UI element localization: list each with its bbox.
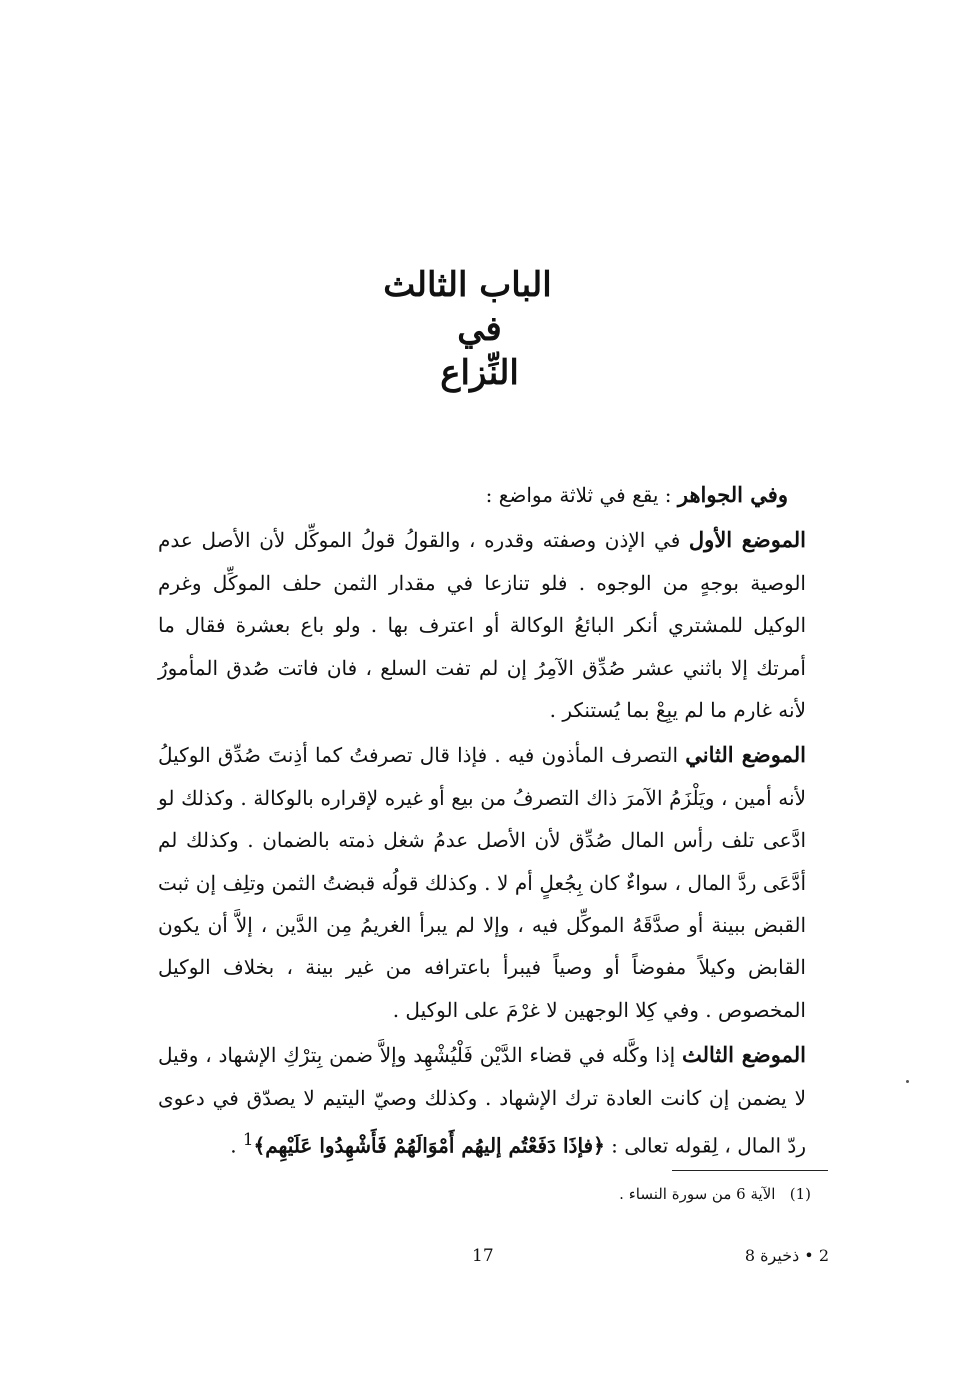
section-first xyxy=(158,519,806,731)
section-first-lead: الموضع الأول xyxy=(688,527,806,553)
footnote-marker: (1) xyxy=(789,1185,811,1203)
section-third-lead: الموضع الثالث xyxy=(682,1042,806,1068)
body-text xyxy=(158,474,806,1170)
section-second-lead: الموضع الثاني xyxy=(685,742,806,768)
section-first-text: في الإذن وصفته وقدره ، والقولُ قولُ الموكِّل لأن الأصل عدم الوصية بوجهٍ من الوجوه . فلو تنازعا في مقدار الثمن حلف الموكِّل وغرم الوكيل للمشتري أنكر البائعُ الوكالة أو اعترف بها . ولو باع بعشرة فقال ما أمرتك إلا باثني عشر صُدِّق الآمِرُ إن لم تفت السلع ، فان فاتت صُدق المأمورُ لأنه غارم ما لم يبِعْ بما يُستنكر . xyxy=(158,528,806,723)
section-second-text: التصرف المأذون فيه . فإذا قال تصرفتُ كما أذِنتَ صُدِّق الوكيلُ لأنه أمين ، ويَلْزَمُ الآمرَ ذاك التصرفُ من بيع أو غيره لإقراره بالوكالة . وكذلك لو ادَّعى تلف رأس المال صُدِّق لأن الأصل عدمُ شغل ذمته بالضمان . وكذلك لم أدَّعَى ردَّ المال ، سواءٌ كان بِجُعلٍ أم لا . وكذلك قولُه قبضتُ الثمن وتلِف إن ثبت القبض ببينة أو صدَّقَهُ الموكِّل فيه ، وإلا لم يبرأ الغريمُ مِن الدَّين ، إلاَّ أن يكون القابض وكيلاً مفوضاً أو وصياً فيبرأ باعترافه من غير بينة ، بخلاف الوكيل المخصوص . وفي كِلا الوجهين لا غرْمَ على الوكيل . xyxy=(158,743,806,1022)
section-third-end: . xyxy=(230,1133,243,1158)
footnote-separator xyxy=(672,1170,828,1171)
section-second xyxy=(158,734,806,1031)
section-third-text: إذا وكَّله في قضاء الدَّيْن فَلْيُشْهِد وإلاَّ ضمن بِترْكِ الإشهاد ، وقيل لا يضمن إن كانت العادة ترك الإشهاد . وكذلك وصيّ اليتيم لا يصدّق في دعوى ردّ المال ، لِقوله تعالى : xyxy=(158,1043,806,1158)
chapter-title-preposition: في xyxy=(457,309,502,349)
intro-lead: وفي الجواهر xyxy=(677,482,788,507)
section-third xyxy=(158,1034,806,1167)
footnote xyxy=(619,1185,811,1203)
intro-text: : يقع في ثلاثة مواضع : xyxy=(485,483,678,507)
printer-signature: 2 • ذخيرة 8 xyxy=(744,1246,829,1265)
footnote-text: الآية 6 من سورة النساء . xyxy=(619,1185,776,1203)
page-number: 17 xyxy=(472,1246,494,1266)
scan-speck xyxy=(906,1080,909,1083)
quran-quote: ﴿فإذَا دَفَعْتُم إليهُم أَمْوَالَهُمْ فَأَشْهِدُوا عَلَيْهِم﴾ xyxy=(253,1133,605,1158)
footnote-reference[interactable]: 1 xyxy=(242,1130,254,1150)
chapter-subject: النِّزاع xyxy=(440,353,519,393)
chapter-heading xyxy=(0,262,959,396)
chapter-title: الباب الثالث xyxy=(383,265,552,305)
intro-paragraph xyxy=(158,474,806,516)
